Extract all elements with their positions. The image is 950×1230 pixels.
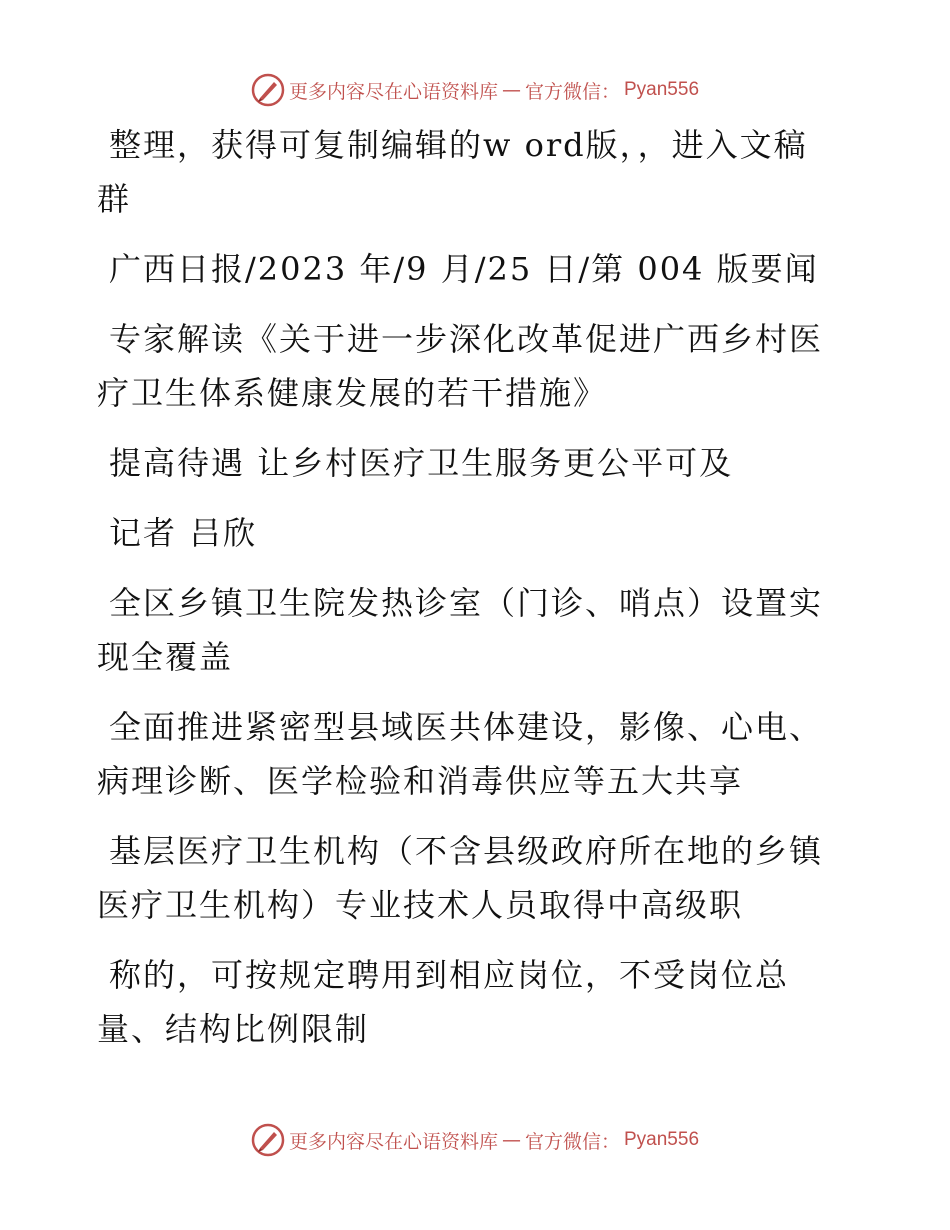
paragraph-text: 广西日报/2023 年/9 月/25 日/第 004 版要闻 (109, 250, 819, 288)
paragraph (97, 118, 837, 226)
paragraph-text: 记者 吕欣 (109, 514, 258, 552)
footer-watermark (0, 1120, 950, 1160)
paragraph (97, 576, 837, 684)
paragraph (97, 700, 837, 808)
document-body (97, 118, 837, 1072)
paragraph-text: 专家解读《关于进一步深化改革促进广西乡村医疗卫生体系健康发展的若干措施》 (97, 320, 824, 412)
pen-logo-icon (251, 1123, 285, 1157)
header-watermark (0, 70, 950, 110)
watermark-label: 官方微信： (524, 1130, 620, 1153)
watermark-id: Pyan556 (624, 1129, 700, 1150)
paragraph (97, 948, 837, 1056)
paragraph-text: 全面推进紧密型县域医共体建设，影像、心电、病理诊断、医学检验和消毒供应等五大共享 (97, 708, 824, 800)
paragraph-text: 整理，获得可复制编辑的w ord版，，进入文稿群 (97, 126, 808, 218)
watermark-label: 官方微信： (524, 80, 620, 103)
paragraph-text: 基层医疗卫生机构（不含县级政府所在地的乡镇医疗卫生机构）专业技术人员取得中高级职 (97, 832, 824, 924)
pen-logo-icon (251, 73, 285, 107)
paragraph (97, 312, 837, 420)
watermark-text: 更多内容尽在心语资料库 (288, 80, 498, 103)
watermark-text: 更多内容尽在心语资料库 (288, 1130, 498, 1153)
paragraph (97, 242, 837, 296)
paragraph-text: 全区乡镇卫生院发热诊室（门诊、哨点）设置实现全覆盖 (97, 584, 824, 676)
paragraph (97, 506, 837, 560)
watermark-id: Pyan556 (624, 79, 700, 100)
watermark-separator: — (501, 1129, 521, 1151)
paragraph-text: 称的，可按规定聘用到相应岗位，不受岗位总量、结构比例限制 (97, 956, 790, 1048)
paragraph (97, 824, 837, 932)
paragraph-text: 提高待遇 让乡村医疗卫生服务更公平可及 (109, 444, 734, 482)
watermark-separator: — (501, 79, 521, 101)
paragraph (97, 436, 837, 490)
